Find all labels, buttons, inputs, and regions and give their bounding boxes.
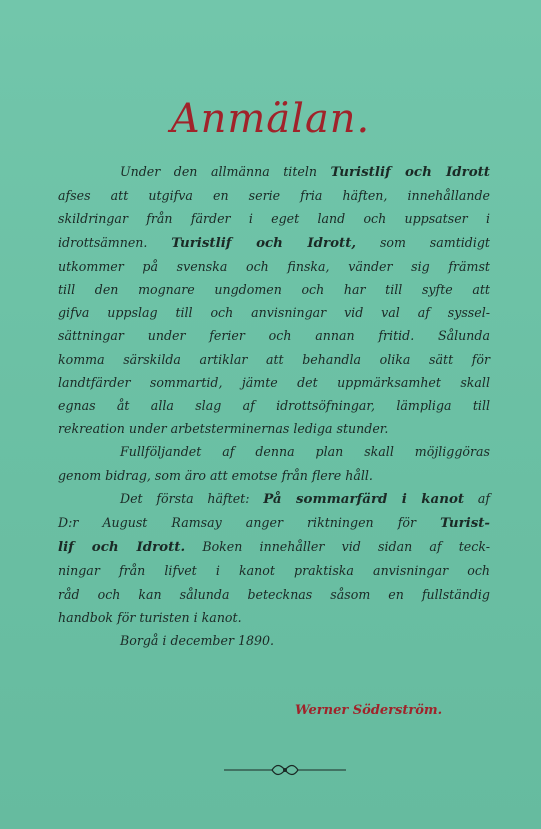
- text-segment: Det första häftet:: [120, 490, 250, 506]
- flourish-divider-icon: [222, 758, 348, 782]
- text-segment: D:r August Ramsay anger riktningen för: [58, 515, 416, 531]
- text-line: landtfärder sommartid, jämte det uppmärksamhet skall: [58, 374, 490, 390]
- signature: Werner Söderström.: [295, 703, 443, 718]
- text-line: till den mognare ungdomen och har till syfte att: [58, 282, 490, 298]
- text-line: egnas åt alla slag af idrottsöfningar, lämpliga till: [58, 398, 490, 414]
- text-line: gifva uppslag till och anvisningar vid val af syssel-: [58, 305, 490, 321]
- publication-name: Turistlif och Idrott,: [171, 234, 357, 251]
- text-segment: Boken innehåller vid sidan af teck-: [202, 539, 490, 555]
- text-line: afses att utgifva en serie fria häften, innehållande: [58, 188, 490, 204]
- dateline: Borgå i december 1890.: [120, 633, 275, 649]
- text-line: komma särskilda artiklar att behandla olika sätt för: [58, 351, 490, 367]
- publication-name: Turist-: [440, 515, 490, 532]
- text-line: [58, 231, 490, 255]
- text-line: rekreation under arbetsterminernas lediga stunder.: [58, 421, 389, 437]
- text-line: utkommer på svenska och finska, vänder sig främst: [58, 258, 490, 274]
- announcement-text: [58, 160, 490, 652]
- text-line: [58, 535, 490, 559]
- text-line: genom bidrag, som äro att emotse från flere håll.: [58, 467, 373, 483]
- text-line: ningar från lifvet i kanot praktiska anvisningar och: [58, 563, 490, 579]
- text-line: Fullföljandet af denna plan skall möjliggöras: [120, 444, 490, 460]
- text-line: skildringar från färder i eget land och uppsatser i: [58, 211, 490, 227]
- text-segment: sättningar under ferier och annan fritid.: [58, 328, 415, 344]
- book-title: På sommarfärd i kanot: [263, 490, 465, 507]
- publication-name: Turistlif och Idrott: [330, 164, 490, 180]
- text-line: [58, 487, 490, 511]
- text-line: [58, 324, 490, 347]
- page-title: Anmälan.: [170, 96, 371, 142]
- text-line: [58, 160, 490, 184]
- text-segment: af: [477, 490, 490, 506]
- text-line: handbok för turisten i kanot.: [58, 609, 242, 625]
- text-line: [58, 511, 490, 535]
- publication-name: lif och Idrott.: [58, 539, 186, 556]
- text-segment: som samtidigt: [379, 234, 490, 250]
- text-segment: Sålunda: [438, 328, 490, 344]
- text-segment: Under den allmänna titeln: [120, 164, 317, 179]
- text-line: råd och kan sålunda betecknas såsom en fullständig: [58, 586, 490, 602]
- text-segment: idrottsämnen.: [58, 234, 148, 250]
